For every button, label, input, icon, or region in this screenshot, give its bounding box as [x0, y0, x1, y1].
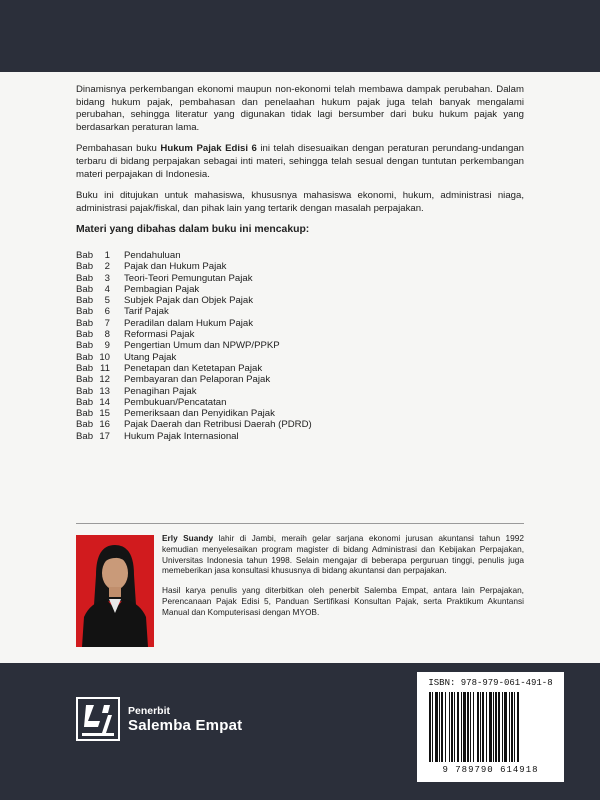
blurb-content	[76, 84, 524, 442]
intro-paragraph-2	[76, 143, 524, 181]
toc-chapter-prefix: Bab	[76, 351, 94, 363]
toc-chapter-title: Pembukuan/Pencatatan	[124, 396, 227, 408]
toc-chapter-title: Teori-Teori Pemungutan Pajak	[124, 272, 253, 284]
toc-chapter-prefix: Bab	[76, 249, 94, 261]
toc-chapter-number: 3	[104, 272, 110, 284]
toc-chapter-title: Pembayaran dan Pelaporan Pajak	[124, 374, 271, 386]
toc-item	[76, 284, 524, 295]
toc-chapter-prefix: Bab	[76, 385, 94, 397]
toc-heading: Materi yang dibahas dalam buku ini mencakup:	[76, 224, 310, 236]
toc-chapter-number: 14	[99, 396, 110, 408]
toc-chapter-prefix: Bab	[76, 261, 94, 273]
book-title-inline: Hukum Pajak Edisi 6	[160, 143, 257, 155]
toc-chapter-number: 10	[99, 351, 110, 363]
toc-chapter-number: 17	[99, 430, 110, 442]
section-divider	[76, 523, 524, 524]
toc-chapter-title: Pemeriksaan dan Penyidikan Pajak	[124, 408, 275, 420]
publisher-name: Salemba Empat	[128, 716, 243, 734]
publisher-label: Penerbit	[128, 704, 171, 717]
toc-chapter-title: Pajak dan Hukum Pajak	[124, 261, 227, 273]
toc-chapter-number: 4	[104, 283, 110, 295]
toc-item	[76, 386, 524, 397]
toc-chapter-prefix: Bab	[76, 317, 94, 329]
toc-chapter-prefix: Bab	[76, 419, 94, 431]
toc-chapter-prefix: Bab	[76, 306, 94, 318]
toc-chapter-prefix: Bab	[76, 374, 94, 386]
toc-chapter-number: 9	[104, 340, 110, 352]
toc-chapter-title: Hukum Pajak Internasional	[124, 430, 239, 442]
toc-chapter-prefix: Bab	[76, 272, 94, 284]
toc-item	[76, 340, 524, 351]
toc-item	[76, 397, 524, 408]
author-name: Erly Suandy	[162, 533, 214, 543]
toc-chapter-prefix: Bab	[76, 329, 94, 341]
toc-item	[76, 318, 524, 329]
barcode-icon	[429, 692, 555, 762]
toc-item	[76, 408, 524, 419]
toc-chapter-number: 12	[99, 374, 110, 386]
toc-chapter-title: Pembagian Pajak	[124, 283, 200, 295]
toc-item	[76, 306, 524, 317]
toc-item	[76, 431, 524, 442]
toc-chapter-title: Pengertian Umum dan NPWP/PPKP	[124, 340, 280, 352]
author-photo	[76, 535, 154, 647]
toc-chapter-number: 6	[104, 306, 110, 318]
toc-chapter-number: 11	[100, 362, 110, 374]
toc-chapter-number: 16	[99, 419, 110, 431]
intro-paragraph-1: Dinamisnya perkembangan ekonomi maupun non-ekonomi telah membawa dampak perubahan. Dalam bidang hukum pajak, pembahasan dan penelaahan hukum pajak juga telah banyak mengalami perubahan, sehingga literatur yang digunakan tidak lagi bersumber dari buku hukum pajak yang berdasarkan peraturan lama.	[76, 84, 524, 133]
toc-item	[76, 250, 524, 261]
toc-chapter-title: Tarif Pajak	[124, 306, 169, 318]
toc-chapter-prefix: Bab	[76, 283, 94, 295]
toc-chapter-title: Peradilan dalam Hukum Pajak	[124, 317, 254, 329]
barcode-box	[417, 672, 564, 782]
toc-item	[76, 363, 524, 374]
toc-chapter-title: Pendahuluan	[124, 249, 181, 261]
toc-item	[76, 352, 524, 363]
toc-item	[76, 329, 524, 340]
toc-chapter-prefix: Bab	[76, 396, 94, 408]
barcode-digits: 9 789790 614918	[442, 765, 539, 775]
toc-chapter-title: Utang Pajak	[124, 351, 177, 363]
toc-chapter-number: 1	[104, 249, 110, 261]
toc-item	[76, 261, 524, 272]
publisher-block	[76, 697, 242, 741]
toc-chapter-prefix: Bab	[76, 408, 94, 420]
toc-chapter-title: Penetapan dan Ketetapan Pajak	[124, 362, 263, 374]
toc-chapter-number: 5	[104, 295, 110, 307]
toc-chapter-number: 13	[99, 385, 110, 397]
toc-chapter-prefix: Bab	[76, 295, 94, 307]
toc-chapter-title: Reformasi Pajak	[124, 329, 195, 341]
toc-chapter-prefix: Bab	[76, 362, 94, 374]
author-bio	[162, 533, 524, 627]
toc-chapter-title: Penagihan Pajak	[124, 385, 197, 397]
toc-chapter-number: 2	[104, 261, 110, 273]
intro-p2-pre: Pembahasan buku	[76, 143, 161, 155]
table-of-contents	[76, 250, 524, 442]
intro-p2-post: ini telah disesuaikan dengan peraturan perundang-undangan terbaru di bidang perpajakan sebagai inti materi, sehingga telah sesual dengan tuntutan perkembangan materi perpajakan di Indonesia.	[76, 143, 525, 180]
author-bio-text: lahir di Jambi, meraih gelar sarjana ekonomi jurusan akuntansi tahun 1992 kemudian menyelesaikan program magister di bidang Administrasi dan Kebijakan Perpajakan, Universitas Indonesia tahun 1998. Selain mengajar di beberapa perguruan tinggi, penulis juga memeberikan jasa konsultasi khususnya di bidang akuntansi dan perpajakan.	[162, 533, 524, 576]
toc-chapter-number: 15	[99, 408, 110, 420]
toc-chapter-prefix: Bab	[76, 430, 94, 442]
top-dark-band	[0, 0, 600, 72]
toc-chapter-prefix: Bab	[76, 340, 94, 352]
publisher-logo-icon	[76, 697, 120, 741]
toc-item	[76, 273, 524, 284]
toc-chapter-title: Subjek Pajak dan Objek Pajak	[124, 295, 254, 307]
toc-item	[76, 295, 524, 306]
author-bio-paragraph-2: Hasil karya penulis yang diterbitkan oleh penerbit Salemba Empat, antara lain Perpajakan, Perencanaan Pajak Edisi 5, Panduan Sertifikasi Konsultan Pajak, serta Praktikum Akuntansi Manual dan Komputerisasi dengan MYOB.	[162, 585, 524, 617]
author-bio-paragraph-1	[162, 533, 524, 576]
intro-paragraph-3: Buku ini ditujukan untuk mahasiswa, khususnya mahasiswa ekonomi, hukum, administrasi niaga, administrasi pajak/fiskal, dan pihak lain yang tertarik dengan masalah perpajakan.	[76, 190, 524, 214]
toc-item	[76, 419, 524, 430]
toc-chapter-title: Pajak Daerah dan Retribusi Daerah (PDRD)	[124, 419, 312, 431]
isbn-text: ISBN: 978-979-061-491-8	[428, 678, 553, 688]
toc-chapter-number: 8	[104, 329, 110, 341]
toc-item	[76, 374, 524, 385]
toc-chapter-number: 7	[104, 317, 110, 329]
